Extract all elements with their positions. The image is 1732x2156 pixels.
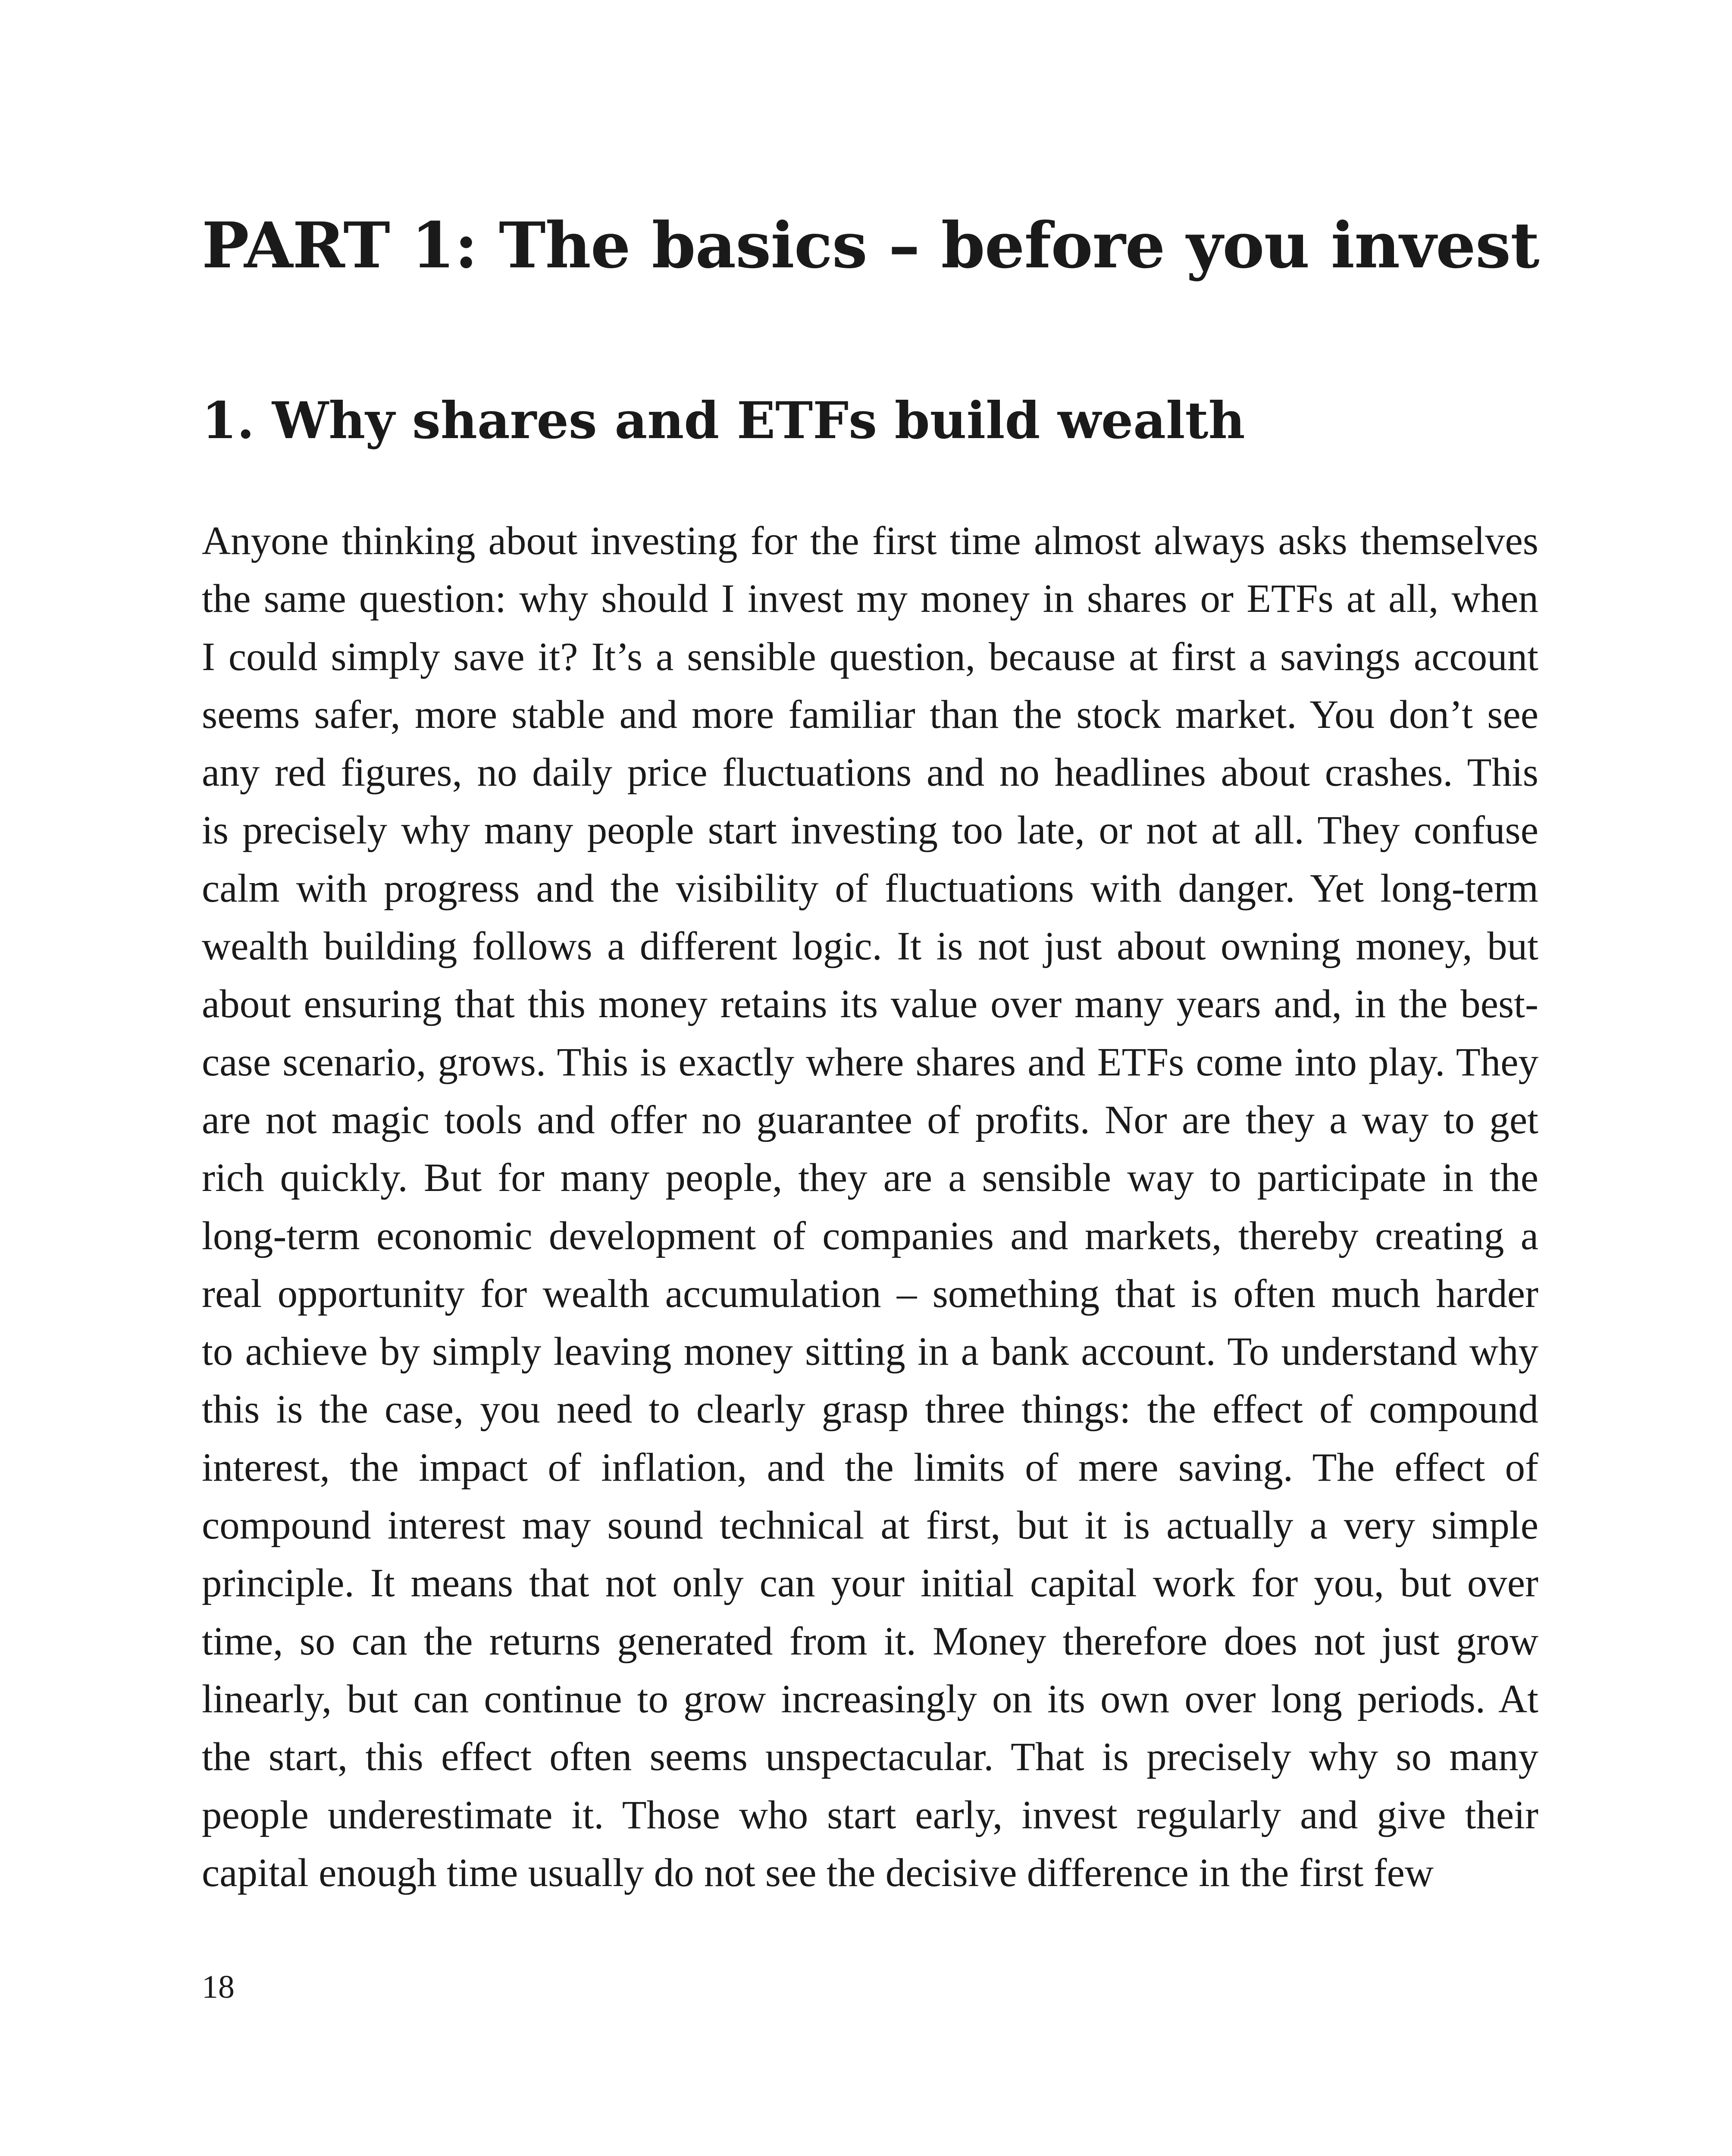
body-line: linearly, but can continue to grow increasingly on its own over long periods. At: [202, 1677, 1538, 1721]
body-line: the start, this effect often seems unspectacular. That is precisely why so many: [202, 1735, 1538, 1780]
body-line: case scenario, grows. This is exactly where shares and ETFs come into play. They: [202, 1040, 1538, 1084]
body-line: compound interest may sound technical at first, but it is actually a very simple: [202, 1503, 1538, 1548]
body-line: this is the case, you need to clearly grasp three things: the effect of compound: [202, 1387, 1538, 1432]
body-line: is precisely why many people start investing too late, or not at all. They confuse: [202, 808, 1538, 853]
chapter-title: 1. Why shares and ETFs build wealth: [202, 391, 1245, 450]
body-paragraph: [202, 512, 1538, 1902]
body-line: seems safer, more stable and more familiar than the stock market. You don’t see: [202, 692, 1538, 737]
body-line: about ensuring that this money retains its value over many years and, in the best-: [202, 982, 1538, 1027]
body-line: long-term economic development of companies and markets, thereby creating a: [202, 1213, 1538, 1258]
body-line: the same question: why should I invest my money in shares or ETFs at all, when: [202, 577, 1538, 621]
body-line: wealth building follows a different logic. It is not just about owning money, but: [202, 924, 1538, 969]
body-line: rich quickly. But for many people, they are a sensible way to participate in the: [202, 1156, 1538, 1200]
body-line: to achieve by simply leaving money sitting in a bank account. To understand why: [202, 1329, 1538, 1374]
body-line: interest, the impact of inflation, and the limits of mere saving. The effect of: [202, 1445, 1538, 1490]
body-line: people underestimate it. Those who start early, invest regularly and give their: [202, 1792, 1538, 1837]
body-line: I could simply save it? It’s a sensible question, because at first a savings account: [202, 634, 1538, 679]
body-line: time, so can the returns generated from it. Money therefore does not just grow: [202, 1619, 1538, 1664]
body-line: any red figures, no daily price fluctuations and no headlines about crashes. This: [202, 750, 1538, 795]
body-line: calm with progress and the visibility of fluctuations with danger. Yet long-term: [202, 866, 1538, 911]
page-number: 18: [202, 1969, 235, 2005]
part-title: PART 1: The basics – before you invest: [202, 209, 1539, 282]
body-line: are not magic tools and offer no guarantee of profits. Nor are they a way to get: [202, 1097, 1538, 1142]
body-line: Anyone thinking about investing for the first time almost always asks themselves: [202, 519, 1538, 563]
body-line: capital enough time usually do not see the decisive difference in the first few: [202, 1850, 1434, 1895]
body-line: real opportunity for wealth accumulation – something that is often much harder: [202, 1271, 1538, 1316]
body-line: principle. It means that not only can your initial capital work for you, but over: [202, 1561, 1538, 1606]
